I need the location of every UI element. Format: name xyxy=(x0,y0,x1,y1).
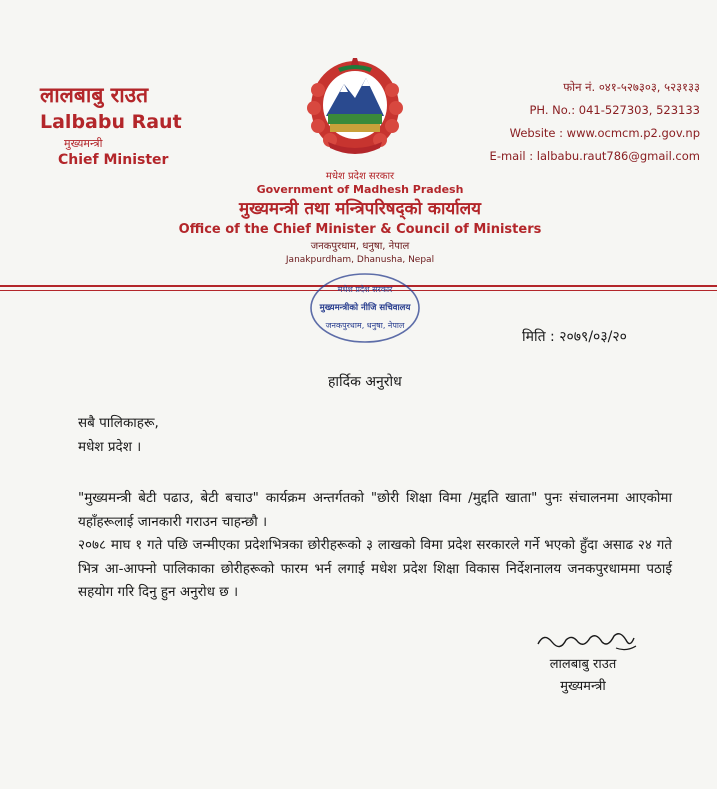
office-name-np: मुख्यमन्त्री तथा मन्त्रिपरिषद्को कार्यालय xyxy=(238,199,482,219)
letter-date: मिति : २०७९/०३/२० xyxy=(522,329,627,345)
government-np: मधेश प्रदेश सरकार xyxy=(325,171,395,182)
stamp-line-3: जनकपुरधाम, धनुषा, नेपाल xyxy=(325,321,405,330)
office-address-en: Janakpurdham, Dhanusha, Nepal xyxy=(285,255,435,265)
person-title-en: Chief Minister xyxy=(58,152,169,168)
signer-title: मुख्यमन्त्री xyxy=(560,679,606,694)
contact-block xyxy=(460,76,700,168)
stamp-line-2: मुख्यमन्त्रीको नीजि सचिवालय xyxy=(319,303,411,313)
email-link[interactable]: E-mail : lalbabu.raut786@gmail.com xyxy=(489,149,700,163)
addressee-line-2: मधेश प्रदेश । xyxy=(78,439,142,455)
stamp-line-1: मधेश प्रदेश सरकार xyxy=(337,285,393,294)
addressee-block xyxy=(78,411,159,459)
signer-name: लालबाबु राउत xyxy=(549,657,617,672)
letter-body xyxy=(78,487,672,605)
letter-subject: हार्दिक अनुरोध xyxy=(328,374,402,390)
handwritten-signature-icon xyxy=(530,628,640,654)
government-en: Government of Madhesh Pradesh xyxy=(256,183,464,196)
signer-block xyxy=(528,654,638,698)
body-paragraph-2: २०७८ माघ १ गते पछि जन्मीएका प्रदेशभित्रका छोरीहरूको ३ लाखको विमा प्रदेश सरकारले गर्ने भएको हुँदा असाढ २४ गते भित्र आ-आफ्नो पालिकाका छोरीहरूको फारम भर्न लगाई मधेश प्रदेश शिक्षा विकास निर्देशनालय जनकपुरधाममा पठाई सहयोग गरि दिनु हुन अनुरोध छ । xyxy=(78,537,672,600)
person-name-en: Lalbabu Raut xyxy=(40,111,182,133)
office-name-en: Office of the Chief Minister & Council of Ministers xyxy=(178,222,542,237)
phone-np: फोन नं. ०४१-५२७३०३, ५२३१३३ xyxy=(563,80,700,94)
person-title-np: मुख्यमन्त्री xyxy=(64,137,103,150)
nepal-emblem-icon xyxy=(300,50,410,160)
office-address-np: जनकपुरधाम, धनुषा, नेपाल xyxy=(310,241,410,252)
person-block xyxy=(40,82,210,169)
addressee-line-1: सबै पालिकाहरू, xyxy=(78,415,159,431)
phone-en: PH. No.: 041-527303, 523133 xyxy=(529,103,700,117)
office-stamp-icon xyxy=(305,268,425,346)
body-paragraph-1: "मुख्यमन्त्री बेटी पढाउ, बेटी बचाउ" कार्यक्रम अन्तर्गतको "छोरी शिक्षा विमा /मुद्दति खाता" पुनः संचालनमा आएकोमा यहाँहरूलाई जानकारी गराउन चाहन्छौ । xyxy=(78,490,672,530)
office-block xyxy=(150,170,570,266)
person-name-np: लालबाबु राउत xyxy=(40,83,149,107)
website-link[interactable]: Website : www.ocmcm.p2.gov.np xyxy=(509,126,700,140)
